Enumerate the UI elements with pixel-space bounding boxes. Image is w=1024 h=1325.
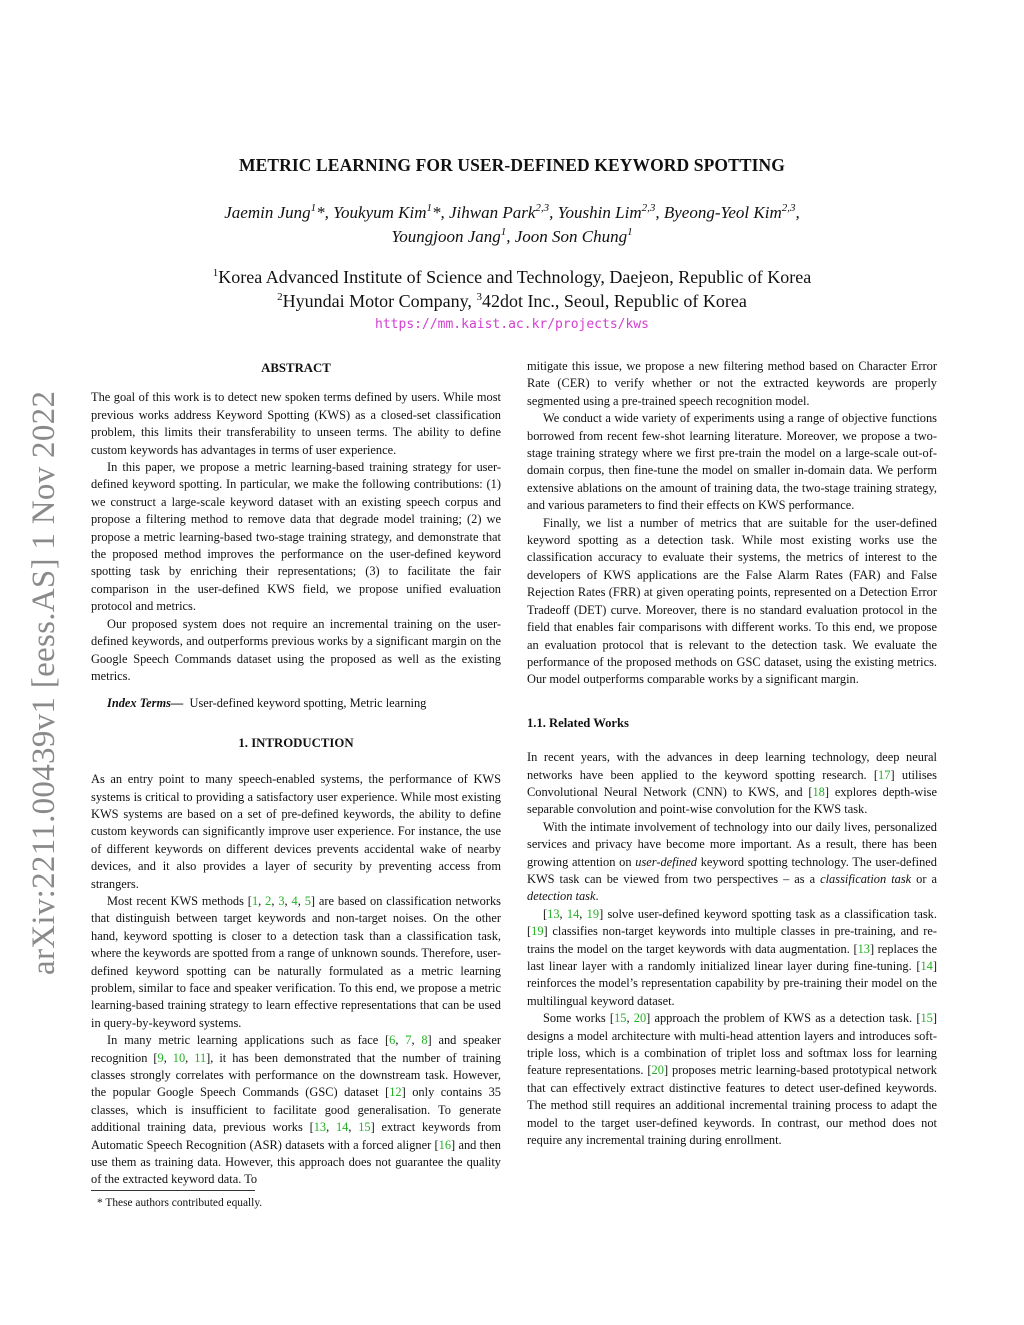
affil-text: 42dot Inc., Seoul, Republic of Korea (481, 291, 747, 311)
author-sup: 2,3 (641, 202, 656, 214)
citation-link[interactable]: 8 (421, 1033, 428, 1048)
citation-link[interactable]: 5 (304, 893, 311, 908)
intro-paragraph: As an entry point to many speech-enabled systems, the performance of KWS systems is critical to providing a satisfactory user experience. While most existing KWS systems are based on a set of pre-defined keywords, the ability to define custom keywords can significantly improve user experience. For instance, the use of different keywords on different devices prevents accidental wake of nearby devices, and it also provides a layer of security by preventing access from strangers. (91, 772, 501, 891)
citation-link[interactable]: 9 (157, 1050, 164, 1065)
author-mark: * (316, 203, 325, 222)
citation-link[interactable]: 19 (531, 924, 544, 939)
author-sup: 2,3 (781, 202, 796, 214)
author-name: Jaemin Jung (224, 203, 311, 222)
affiliation-2 (0, 289, 1024, 313)
citation-link[interactable]: 13 (313, 1120, 327, 1135)
related-works-heading: 1.1. Related Works (527, 715, 629, 730)
affil-sup: 1 (212, 267, 219, 279)
right-column (527, 358, 937, 1149)
author-line-2: Youngjoon Jang$^1$, Joon Son Chung$^1$ (391, 226, 633, 246)
abstract-paragraph: Our proposed system does not require an incremental training on the user-defined keywords, and outperforms previous works by a significant margin on the Google Speech Commands dataset using the proposed as well as the existing metrics. (91, 616, 501, 683)
affil-sup: 3 (476, 291, 482, 303)
intro-paragraph: Most recent KWS methods [1, 2, 3, 4, 5] are based on classification networks that distinguish between target keywords and non-target noises. On the other hand, keyword spotting is closer to a detection task than a classification task, where the keywords are spotted from a range of unknown sounds. Therefore, user-defined keyword spotting can be naturally formulated as a metric learning problem, similar to face and speaker verification. To this end, we propose a metric learning-based training strategy to learn effective representations that can be used in query-by-keyword systems. (91, 893, 501, 1030)
citation-link[interactable]: 19 (586, 906, 600, 921)
related-paragraph: With the intimate involvement of technology into our daily lives, personalized services and privacy have become more important. As a result, there has been growing attention on user-defined keyword spotting technology. The user-defined KWS task can be viewed from two perspectives – as a classification task or a detection task. (527, 819, 937, 904)
index-terms (91, 695, 501, 712)
intro-paragraph: In many metric learning applications such as face [6, 7, 8] and speaker recognition [9, 10, 11], it has been demonstrated that the number of training classes strongly correlates with performance on the downstream task. However, the popular Google Speech Commands (GSC) dataset [12] only contains 35 classes, which is insufficient to facilitate good generalisation. To generate additional training data, previous works [13, 14, 15] extract keywords from Automatic Speech Recognition (ASR) datasets with a forced aligner [16] and then use them as training data. However, this approach does not guarantee the quality of the extracted keyword data. To (91, 1033, 502, 1187)
left-column (91, 360, 501, 1189)
footnote-text: These authors contributed equally. (105, 1197, 263, 1209)
author-name: Byeong-Yeol Kim (663, 203, 782, 222)
author-mark: * (432, 203, 441, 222)
related-paragraph: [13, 14, 19] solve user-defined keyword spotting task as a classification task. [19] classifies non-target keywords into multiple classes in pre-training, and re-trains the model on the target keywords with data augmentation. [13] replaces the last linear layer with a randomly initialized linear layer during fine-tuning. [14] reinforces the model’s representation capability by pre-training their model on the multilingual keyword dataset. (527, 906, 937, 1008)
affil-text: Korea Advanced Institute of Science and Technology, Daejeon, Republic of Korea (218, 267, 812, 287)
intro-paragraph: We conduct a wide variety of experiments using a range of objective functions borrowed from recent few-shot learning literature. Moreover, we propose a two-stage training strategy where we first pre-train the model on a large-scale out-of-domain corpus, then fine-tune the model on smaller in-domain data. We perform extensive ablations on the amount of training data, the two-stage training strategy, and various parameters to find their effects on KWS performance. (527, 411, 937, 513)
paper-header (0, 150, 1024, 332)
intro-paragraph: Finally, we list a number of metrics that are suitable for the user-defined keyword spotting as a detection task. While most existing works use the classification accuracy to evaluate their systems, the metrics of interest to the developers of KWS applications are the False Alarm Rates (FAR) and False Rejection Rates (FRR) at given operating points, represented on a Detection Error Tradeoff (DET) curve. Moreover, there is no standard evaluation protocol in the field that enables fair comparisons with different works. To this end, we propose an evaluation protocol that is relevant to the detection task. We evaluate the performance of the proposed methods on GSC dataset, using the existing metrics. Our model outperforms comparable works by a significant margin. (527, 515, 937, 687)
citation-link[interactable]: 1 (251, 893, 259, 908)
arxiv-stamp: arXiv:2211.00439v1 [eess.AS] 1 Nov 2022 (26, 390, 62, 975)
citation-link[interactable]: 6 (389, 1033, 396, 1048)
author-sup: 1 (500, 226, 507, 238)
footnote-mark: * (97, 1197, 103, 1209)
citation-link[interactable]: 4 (291, 893, 298, 908)
citation-link[interactable]: 18 (812, 784, 825, 799)
affil-text: Hyundai Motor Company, (282, 291, 477, 311)
citation-link[interactable]: 14 (566, 906, 580, 921)
citation-link[interactable]: 16 (438, 1137, 452, 1152)
abstract-paragraph: The goal of this work is to detect new spoken terms defined by users. While most previous works address Keyword Spotting (KWS) as a closed-set classification problem, this limits their transferability to unseen terms. The ability to define custom keywords has advantages in terms of user experience. (91, 390, 501, 457)
citation-link[interactable]: 14 (335, 1120, 349, 1135)
introduction-heading: 1. INTRODUCTION (238, 735, 354, 750)
affil-sup: 2 (277, 291, 283, 303)
abstract-paragraph: In this paper, we propose a metric learning-based training strategy for user-defined keyword spotting. In particular, we make the following contributions: (1) we construct a large-scale keyword dataset with an existing speech corpus and propose a filtering method to remove data that degrade model training; (2) we propose a metric learning-based two-stage training strategy, and demonstrate that the proposed method improves the performance on the user-defined keyword spotting task by enriching their representations; (3) to facilitate the fair comparison in the user-defined KWS field, we propose unified evaluation protocol and metrics. (91, 460, 501, 614)
author-sup: 1 (627, 226, 633, 238)
citation-link[interactable]: 11 (194, 1050, 207, 1065)
affiliation-1 (0, 265, 1024, 289)
citation-link[interactable]: 15 (614, 1011, 627, 1026)
author-name: Jihwan Park (449, 203, 536, 222)
citation-link[interactable]: 14 (920, 959, 933, 973)
author-name: Joon Son Chung (514, 227, 628, 246)
related-paragraph: In recent years, with the advances in deep learning technology, deep neural networks have been applied to the keyword spotting research. [17] utilises Convolutional Neural Network (CNN) to KWS, and [18] explores depth-wise separable convolution and point-wise convolution for the KWS task. (527, 750, 937, 817)
project-url-link[interactable]: https://mm.kaist.ac.kr/projects/kws (375, 317, 649, 332)
abstract-heading: ABSTRACT (261, 361, 331, 375)
citation-link[interactable]: 15 (358, 1120, 371, 1135)
citation-link[interactable]: 3 (278, 893, 285, 908)
author-line-1: Jaemin Jung$^1$*, Youkyum Kim$^1$*, Jihwan Park$^{2,3}$, Youshin Lim$^{2,3}$, Byeong-Yeol Kim$^{2,3}$, (224, 202, 800, 222)
author-sup: 1 (426, 202, 432, 214)
author-name: Youkyum Kim (333, 203, 427, 222)
citation-link[interactable]: 13 (547, 906, 560, 921)
author-sup: 1 (310, 202, 317, 214)
footnote-rule (91, 1190, 255, 1191)
citation-link[interactable]: 2 (265, 893, 272, 908)
author-sup: 2,3 (535, 202, 550, 214)
paper-title: METRIC LEARNING FOR USER-DEFINED KEYWORD SPOTTING (239, 155, 785, 175)
index-terms-text: User-defined keyword spotting, Metric learning (189, 696, 427, 711)
index-terms-label: Index Terms— (107, 696, 184, 711)
citation-link[interactable]: 10 (172, 1050, 186, 1065)
citation-link[interactable]: 20 (651, 1063, 664, 1078)
author-name: Youshin Lim (557, 203, 642, 222)
citation-link[interactable]: 13 (857, 941, 870, 956)
citation-link[interactable]: 20 (633, 1011, 647, 1026)
footnote (91, 1190, 501, 1209)
related-paragraph: Some works [15, 20] approach the problem of KWS as a detection task. [15] designs a model architecture with multi-head attention layers and introduces soft-triple loss, which is a combination of triplet loss and softmax loss for learning feature representations. [20] proposes metric learning-based prototypical network that can effectively extract distinctive features to detect user-defined keywords. The method still requires an additional incremental training process to adapt the model to the target user-defined keywords. In contrast, our method does not require any incremental training during enrollment. (527, 1011, 937, 1148)
citation-link[interactable]: 12 (389, 1085, 402, 1100)
citation-link[interactable]: 15 (920, 1011, 933, 1026)
author-name: Youngjoon Jang (391, 227, 501, 246)
citation-link[interactable]: 7 (405, 1033, 412, 1048)
intro-paragraph: mitigate this issue, we propose a new filtering method based on Character Error Rate (CER) to verify whether or not the extracted keywords are properly segmented using a pre-trained speech recognition model. (527, 359, 937, 408)
citation-link[interactable]: 17 (878, 767, 891, 782)
